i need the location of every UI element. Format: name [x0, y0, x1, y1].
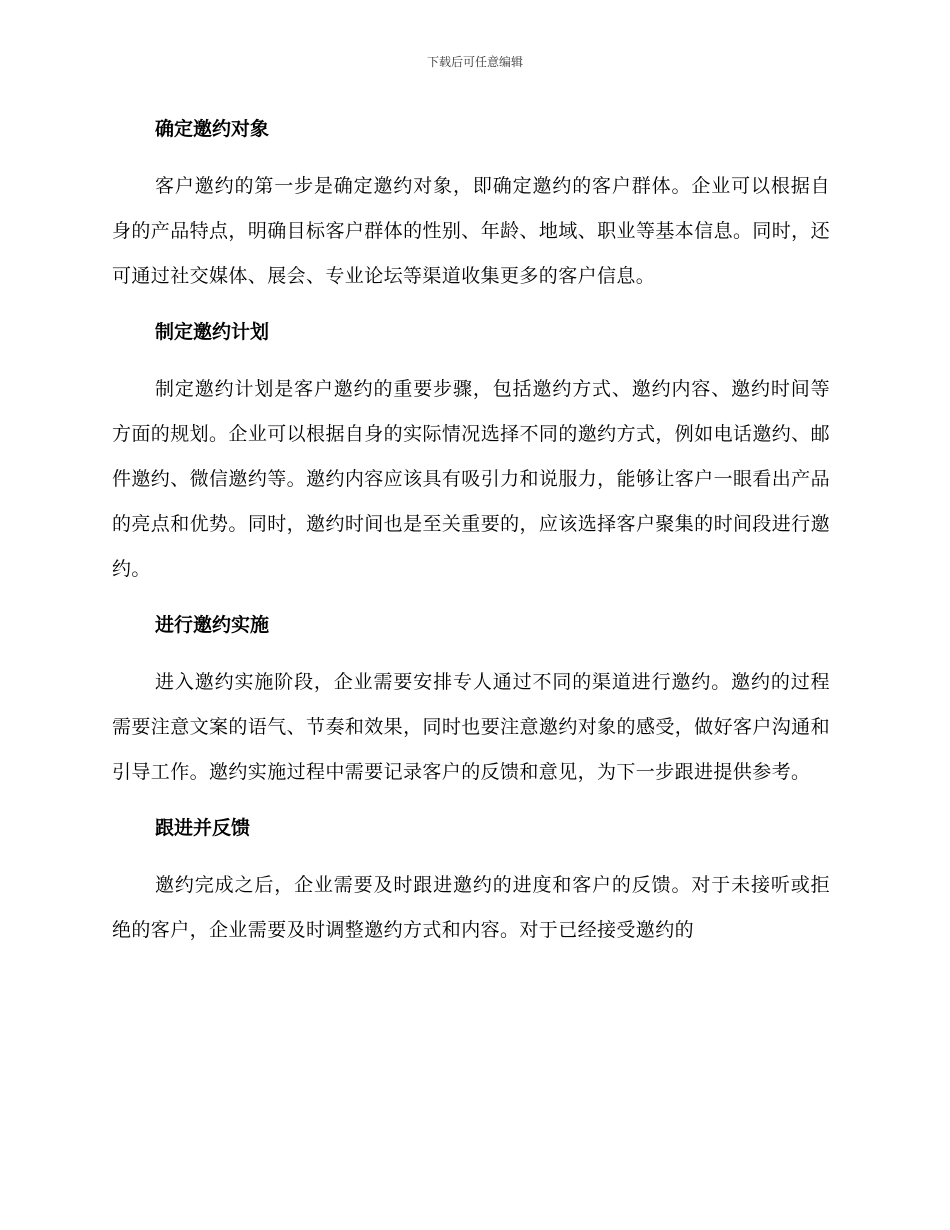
section-paragraph: 进入邀约实施阶段，企业需要安排专人通过不同的渠道进行邀约。邀约的过程需要注意文案的语气、节奏和效果，同时也要注意邀约对象的感受，做好客户沟通和引导工作。邀约实施过程中需要记录客户的反馈和意见，为下一步跟进提供参考。	[112, 671, 830, 783]
section-paragraph: 邀约完成之后，企业需要及时跟进邀约的进度和客户的反馈。对于未接听或拒绝的客户，企业需要及时调整邀约方式和内容。对于已经接受邀约的	[112, 874, 830, 941]
section-paragraph: 制定邀约计划是客户邀约的重要步骤，包括邀约方式、邀约内容、邀约时间等方面的规划。企业可以根据自身的实际情况选择不同的邀约方式，例如电话邀约、邮件邀约、微信邀约等。邀约内容应该具有吸引力和说服力，能够让客户一眼看出产品的亮点和优势。同时，邀约时间也是至关重要的，应该选择客户聚集的时间段进行邀约。	[112, 378, 830, 580]
section-heading: 跟进并反馈	[155, 817, 251, 839]
section-follow-up	[112, 807, 830, 953]
page-header-note: 下载后可任意编辑	[426, 55, 523, 69]
section-paragraph: 客户邀约的第一步是确定邀约对象，即确定邀约的客户群体。企业可以根据自身的产品特点，明确目标客户群体的性别、年龄、地域、职业等基本信息。同时，还可通过社交媒体、展会、专业论坛等渠道收集更多的客户信息。	[112, 175, 830, 287]
section-heading: 制定邀约计划	[155, 321, 270, 343]
section-heading: 进行邀约实施	[155, 614, 270, 636]
section-heading: 确定邀约对象	[155, 118, 270, 140]
section-make-plan	[112, 311, 830, 592]
section-implementation	[112, 604, 830, 795]
document-body	[112, 108, 830, 965]
section-determine-targets	[112, 108, 830, 299]
